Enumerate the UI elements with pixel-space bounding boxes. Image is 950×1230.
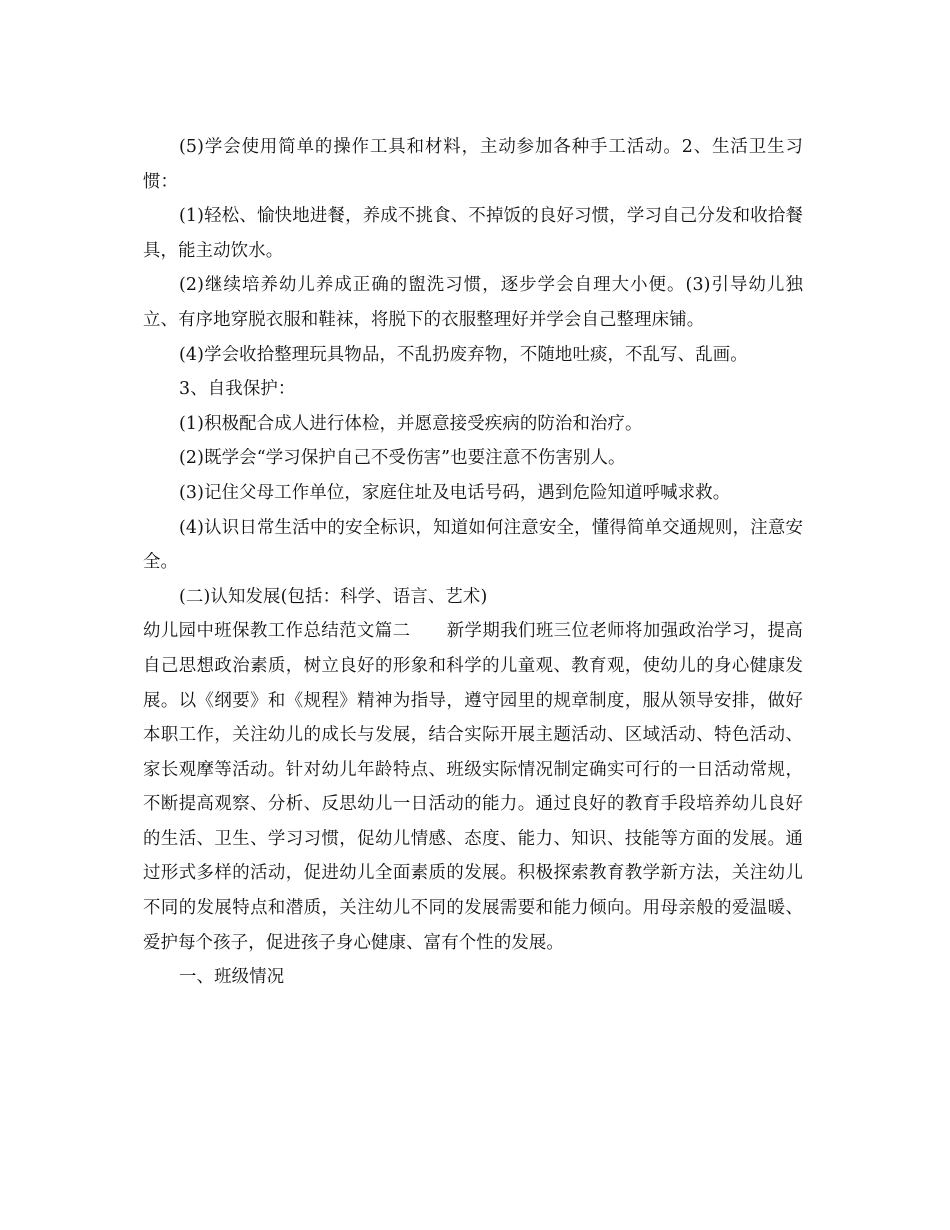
article-title: 幼儿园中班保教工作总结范文篇二	[143, 621, 411, 642]
section-heading-class-situation: 一、班级情况	[179, 967, 285, 988]
paragraph-tidying: (4)学会收拾整理玩具物品，不乱扔废弃物，不随地吐痰，不乱写、乱画。	[179, 344, 748, 365]
section-heading-cognitive: (二)认知发展(包括：科学、语言、艺术)	[179, 586, 488, 607]
paragraph-washing: (2)继续培养幼儿养成正确的盥洗习惯，逐步学会自理大小便。(3)引导幼儿独立、有序地穿脱衣服和鞋袜，将脱下的衣服整理好并学会自己整理床铺。	[143, 275, 803, 330]
paragraph-eating: (1)轻松、愉快地进餐，养成不挑食、不掉饭的良好习惯，学习自己分发和收拾餐具，能主动饮水。	[143, 206, 803, 261]
paragraph-safety-signs: (4)认识日常生活中的安全标识，知道如何注意安全，懂得简单交通规则，注意安全。	[143, 517, 803, 573]
article-paragraph	[143, 614, 803, 960]
article-body: 新学期我们班三位老师将加强政治学习，提高自己思想政治素质，树立良好的形象和科学的儿童观、教育观，使幼儿的身心健康发展。以《纲要》和《规程》精神为指导，遵守园里的规章制度，服从领导安排，做好本职工作，关注幼儿的成长与发展，结合实际开展主题活动、区域活动、特色活动、家长观摩等活动。针对幼儿年龄特点、班级实际情况制定确实可行的一日活动常规，不断提高观察、分析、反思幼儿一日活动的能力。通过良好的教育手段培养幼儿良好的生活、卫生、学习习惯，促幼儿情感、态度、能力、知识、技能等方面的发展。通过形式多样的活动，促进幼儿全面素质的发展。积极探索教育教学新方法，关注幼儿不同的发展特点和潜质，关注幼儿不同的发展需要和能力倾向。用母亲般的爱温暖、爱护每个孩子，促进孩子身心健康、富有个性的发展。	[143, 621, 803, 953]
paragraph-health-check: (1)积极配合成人进行体检，并愿意接受疾病的防治和治疗。	[179, 413, 643, 434]
document-body	[143, 130, 803, 995]
paragraph-avoid-harm: (2)既学会“学习保护自己不受伤害”也要注意不伤害别人。	[179, 448, 626, 469]
paragraph-remember-address: (3)记住父母工作单位，家庭住址及电话号码，遇到危险知道呼喊求救。	[179, 482, 731, 503]
section-heading-self-protection: 3、自我保护：	[179, 379, 296, 400]
paragraph-handwork: (5)学会使用简单的操作工具和材料，主动参加各种手工活动。2、生活卫生习惯：	[143, 137, 803, 192]
